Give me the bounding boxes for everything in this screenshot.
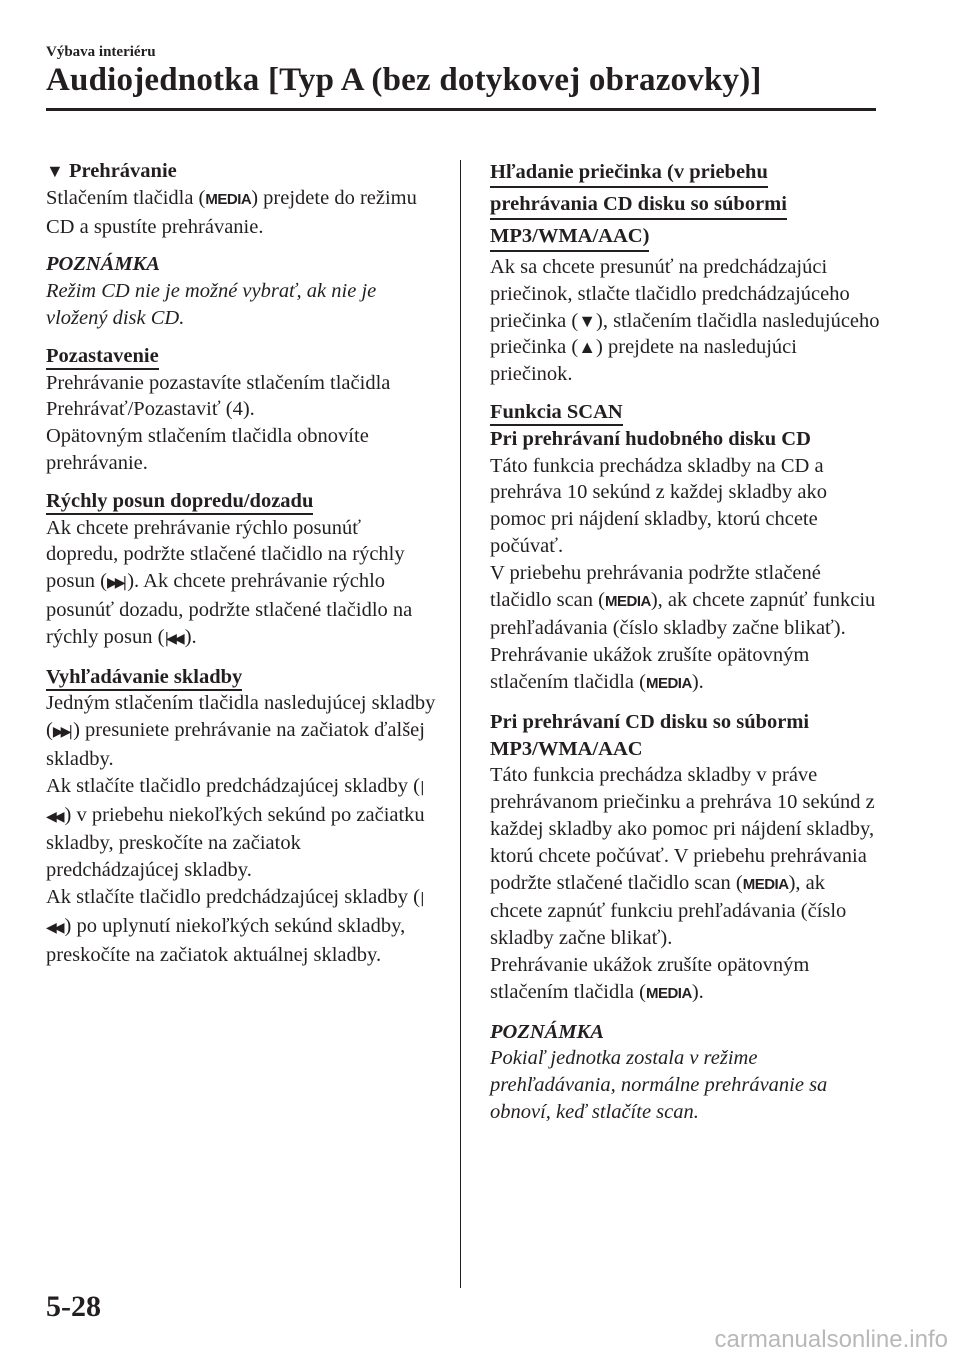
page-title: Audiojednotka [Typ A (bez dotykovej obrazovky)] [46, 62, 762, 98]
page-number: 5-28 [46, 1290, 101, 1323]
track-search-text-3: Ak stlačíte tlačidlo predchádzajúcej skladby (|◀◀ ) po uplynutí niekoľkých sekúnd skladby, preskočíte na začiatok aktuálnej skladby. [46, 885, 422, 966]
scan-mp3-heading: Pri prehrávaní CD disku so súbormi MP3/WMA/AAC [490, 710, 810, 760]
forward-icon: ▶▶| [52, 724, 71, 741]
note-2-text: Pokiaľ jednotka zostala v režime prehľadávania, normálne prehrávanie sa obnoví, keď stlačíte scan. [490, 1047, 828, 1123]
media-button-icon: MEDIA [645, 984, 692, 1002]
scan-cd-heading: Pri prehrávaní hudobného disku CD [490, 427, 811, 450]
media-button-icon: MEDIA [645, 674, 692, 692]
section-label: Výbava interiéru [46, 44, 156, 60]
header-divider [46, 108, 876, 111]
playback-text: Stlačením tlačidla (MEDIA) prejdete do režimu CD a spustíte prehrávanie. [46, 186, 417, 238]
left-column [46, 158, 436, 979]
pause-text-2: Opätovným stlačením tlačidla obnovíte prehrávanie. [46, 425, 369, 474]
triangle-down-icon: ▼ [46, 161, 64, 181]
media-button-icon: MEDIA [742, 875, 789, 893]
back-icon: |◀◀ [46, 779, 422, 825]
scan-cd-text-1: Táto funkcia prechádza skladby na CD a prehráva 10 sekúnd z každej skladby ako pomoc pri nájdení skladby, ktorú chcete počúvať. [490, 454, 827, 557]
fast-forward-heading: Rýchly posun dopredu/dozadu [46, 488, 436, 515]
note-1-text: Režim CD nie je možné vybrať, ak nie je vložený disk CD. [46, 280, 377, 329]
track-search-text-1: Jedným stlačením tlačidla nasledujúcej skladby (▶▶| ) presuniete prehrávanie na začiatok ďalšej skladby. [46, 692, 436, 770]
fast-forward-text: Ak chcete prehrávanie rýchlo posunúť dopredu, podržte stlačené tlačidlo na rýchly posun (▶▶| ). Ak chcete prehrávanie rýchlo posunúť dozadu, podržte stlačené tlačidlo na rýchly posun (|◀◀ ). [46, 516, 413, 648]
scan-mp3-text-2: Prehrávanie ukážok zrušíte opätovným stlačením tlačidla (MEDIA). [490, 953, 810, 1003]
folder-search-text: Ak sa chcete presunúť na predchádzajúci priečinok, stlačte tlačidlo predchádzajúceho priečinka (▼), stlačením tlačidla nasledujúceho priečinka (▲) prejdete na nasledujúci priečinok. [490, 256, 880, 386]
playback-heading: ▼ Prehrávanie [46, 160, 177, 182]
right-column [490, 158, 880, 1126]
note-1 [46, 251, 436, 331]
scan-cd-text-2: V priebehu prehrávania podržte stlačené tlačidlo scan (MEDIA), ak chcete zapnúť funkciu prehľadávania (číslo skladby začne blikať). Prehrávanie ukážok zrušíte opätovným stlačením tlačidla (MEDIA). [490, 561, 876, 693]
back-icon: |◀◀ [46, 890, 422, 936]
note-2-label: POZNÁMKA [490, 1020, 604, 1043]
scan-mp3-text-1: Táto funkcia prechádza skladby v práve prehrávanom priečinku a prehráva 10 sekúnd z každej skladby ako pomoc pri nájdení skladby, ktorú chcete počúvať. V priebehu prehrávania podržte stlačené tlačidlo scan (MEDIA), ak chcete zapnúť funkciu prehľadávania (číslo skladby začne blikať). [490, 764, 875, 950]
back-icon: |◀◀ [164, 630, 182, 647]
media-button-icon: MEDIA [205, 190, 252, 208]
note-2 [490, 1019, 880, 1126]
track-search-text-2: Ak stlačíte tlačidlo predchádzajúcej skladby (|◀◀ ) v priebehu niekoľkých sekúnd po začiatku skladby, preskočíte na začiatok predchádzajúcej skladby. [46, 774, 425, 882]
pause-text-1: Prehrávanie pozastavíte stlačením tlačidla Prehrávať/Pozastaviť (4). [46, 371, 391, 421]
track-search-heading: Vyhľadávanie skladby [46, 664, 436, 691]
scan-heading: Funkcia SCAN [490, 399, 880, 426]
forward-icon: ▶▶| [106, 575, 125, 592]
folder-search-heading: Hľadanie priečinka (v priebehu prehrávania CD disku so súbormi MP3/WMA/AAC) [490, 158, 880, 254]
triangle-down-icon: ▼ [578, 310, 597, 331]
pause-heading: Pozastavenie [46, 343, 436, 370]
column-divider [460, 160, 461, 1288]
note-1-label: POZNÁMKA [46, 253, 160, 276]
triangle-up-icon: ▲ [578, 337, 597, 358]
media-button-icon: MEDIA [604, 592, 651, 610]
watermark: carmanualsonline.info [714, 1326, 948, 1353]
